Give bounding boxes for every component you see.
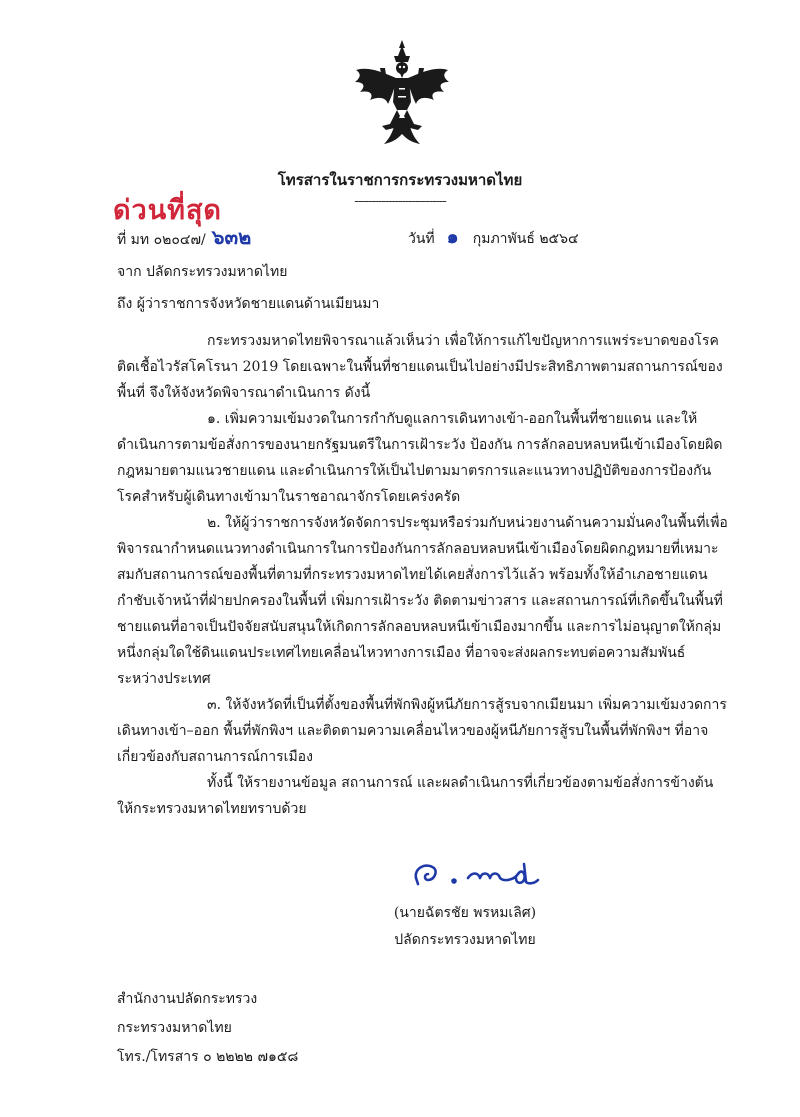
memo-title: โทรสารในราชการกระทรวงมหาดไทย	[277, 171, 523, 189]
signatory-position: ปลัดกระทรวงมหาดไทย	[394, 932, 536, 948]
garuda-emblem-icon	[352, 38, 452, 148]
item-3-paragraph: ๓. ให้จังหวัดที่เป็นที่ตั้งของพื้นที่พักพิงผู้หนีภัยการสู้รบจากเมียนมา เพิ่มความเข้มงวดการเดินทางเข้า–ออก พื้นที่พักพิงฯ และติดตามความเคลื่อนไหวของผู้หนีภัยการสู้รบในพื้นที่พักพิงฯ ที่อาจเกี่ยวข้องกับสถานการณ์การเมือง	[117, 697, 727, 765]
sender-office: สำนักงานปลัดกระทรวง	[117, 991, 258, 1007]
document-date	[408, 226, 579, 250]
document-number-handwritten: ๖๓๒	[211, 225, 252, 249]
date-day-handwritten: ๑	[446, 226, 459, 248]
date-month-year: กุมภาพันธ์ ๒๕๖๔	[472, 231, 579, 247]
from-line: จาก ปลัดกระทรวงมหาดไทย	[117, 264, 288, 280]
closing-paragraph: ทั้งนี้ ให้รายงานข้อมูล สถานการณ์ และผลดำเนินการที่เกี่ยวข้องตามข้อสั่งการข้างต้นให้กระทรวงมหาดไทยทราบด้วย	[117, 775, 714, 817]
urgency-stamp: ด่วนที่สุด	[113, 195, 222, 226]
signatory-name: (นายฉัตรชัย พรหมเลิศ)	[393, 905, 537, 921]
document-number	[117, 226, 251, 251]
intro-paragraph: กระทรวงมหาดไทยพิจารณาแล้วเห็นว่า เพื่อให้การแก้ไขปัญหาการแพร่ระบาดของโรคติดเชื้อไวรัสโคโรนา 2019 โดยเฉพาะในพื้นที่ชายแดนเป็นไปอย่างมีประสิทธิภาพตามสถานการณ์ของพื้นที่ จึงให้จังหวัดพิจารณาดำเนินการ ดังนี้	[117, 333, 723, 401]
item-1-paragraph: ๑. เพิ่มความเข้มงวดในการกำกับดูแลการเดินทางเข้า-ออกในพื้นที่ชายแดน และให้ดำเนินการตามข้อสั่งการของนายกรัฐมนตรีในการเฝ้าระวัง ป้องกัน การลักลอบหลบหนีเข้าเมืองโดยผิดกฎหมายตามแนวชายแดน และดำเนินการให้เป็นไปตามมาตรการและแนวทางปฏิบัติของการป้องกันโรคสำหรับผู้เดินทางเข้ามาในราชอาณาจักรโดยเคร่งครัด	[117, 411, 723, 505]
memo-body	[117, 328, 729, 822]
title-separator: ---------------------------	[354, 194, 446, 209]
document-number-label: ที่ มท ๐๒๐๔๗/	[117, 232, 206, 248]
item-2-paragraph: ๒. ให้ผู้ว่าราชการจังหวัดจัดการประชุมหรือร่วมกับหน่วยงานด้านความมั่นคงในพื้นที่เพื่อพิจารณากำหนดแนวทางดำเนินการในการป้องกันการลักลอบหลบหนีเข้าเมืองโดยผิดกฎหมายที่เหมาะสมกับสถานการณ์ของพื้นที่ตามที่กระทรวงมหาดไทยได้เคยสั่งการไว้แล้ว พร้อมทั้งให้อำเภอชายแดนกำชับเจ้าหน้าที่ฝ่ายปกครองในพื้นที่ เพิ่มการเฝ้าระวัง ติดตามข่าวสาร และสถานการณ์ที่เกิดขึ้นในพื้นที่ชายแดนที่อาจเป็นปัจจัยสนับสนุนให้เกิดการลักลอบหลบหนีเข้าเมืองมากขึ้น และการไม่อนุญาตให้กลุ่มหนึ่งกลุ่มใดใช้ดินแดนประเทศไทยเคลื่อนไหวทางการเมือง ที่อาจจะส่งผลกระทบต่อความสัมพันธ์ระหว่างประเทศ	[117, 515, 728, 687]
date-label: วันที่	[408, 231, 435, 247]
handwritten-signature-icon	[404, 848, 554, 894]
to-line: ถึง ผู้ว่าราชการจังหวัดชายแดนด้านเมียนมา	[117, 296, 380, 312]
sender-ministry: กระทรวงมหาดไทย	[117, 1020, 232, 1036]
sender-phone: โทร./โทรสาร ๐ ๒๒๒๒ ๗๑๕๘	[117, 1049, 299, 1065]
